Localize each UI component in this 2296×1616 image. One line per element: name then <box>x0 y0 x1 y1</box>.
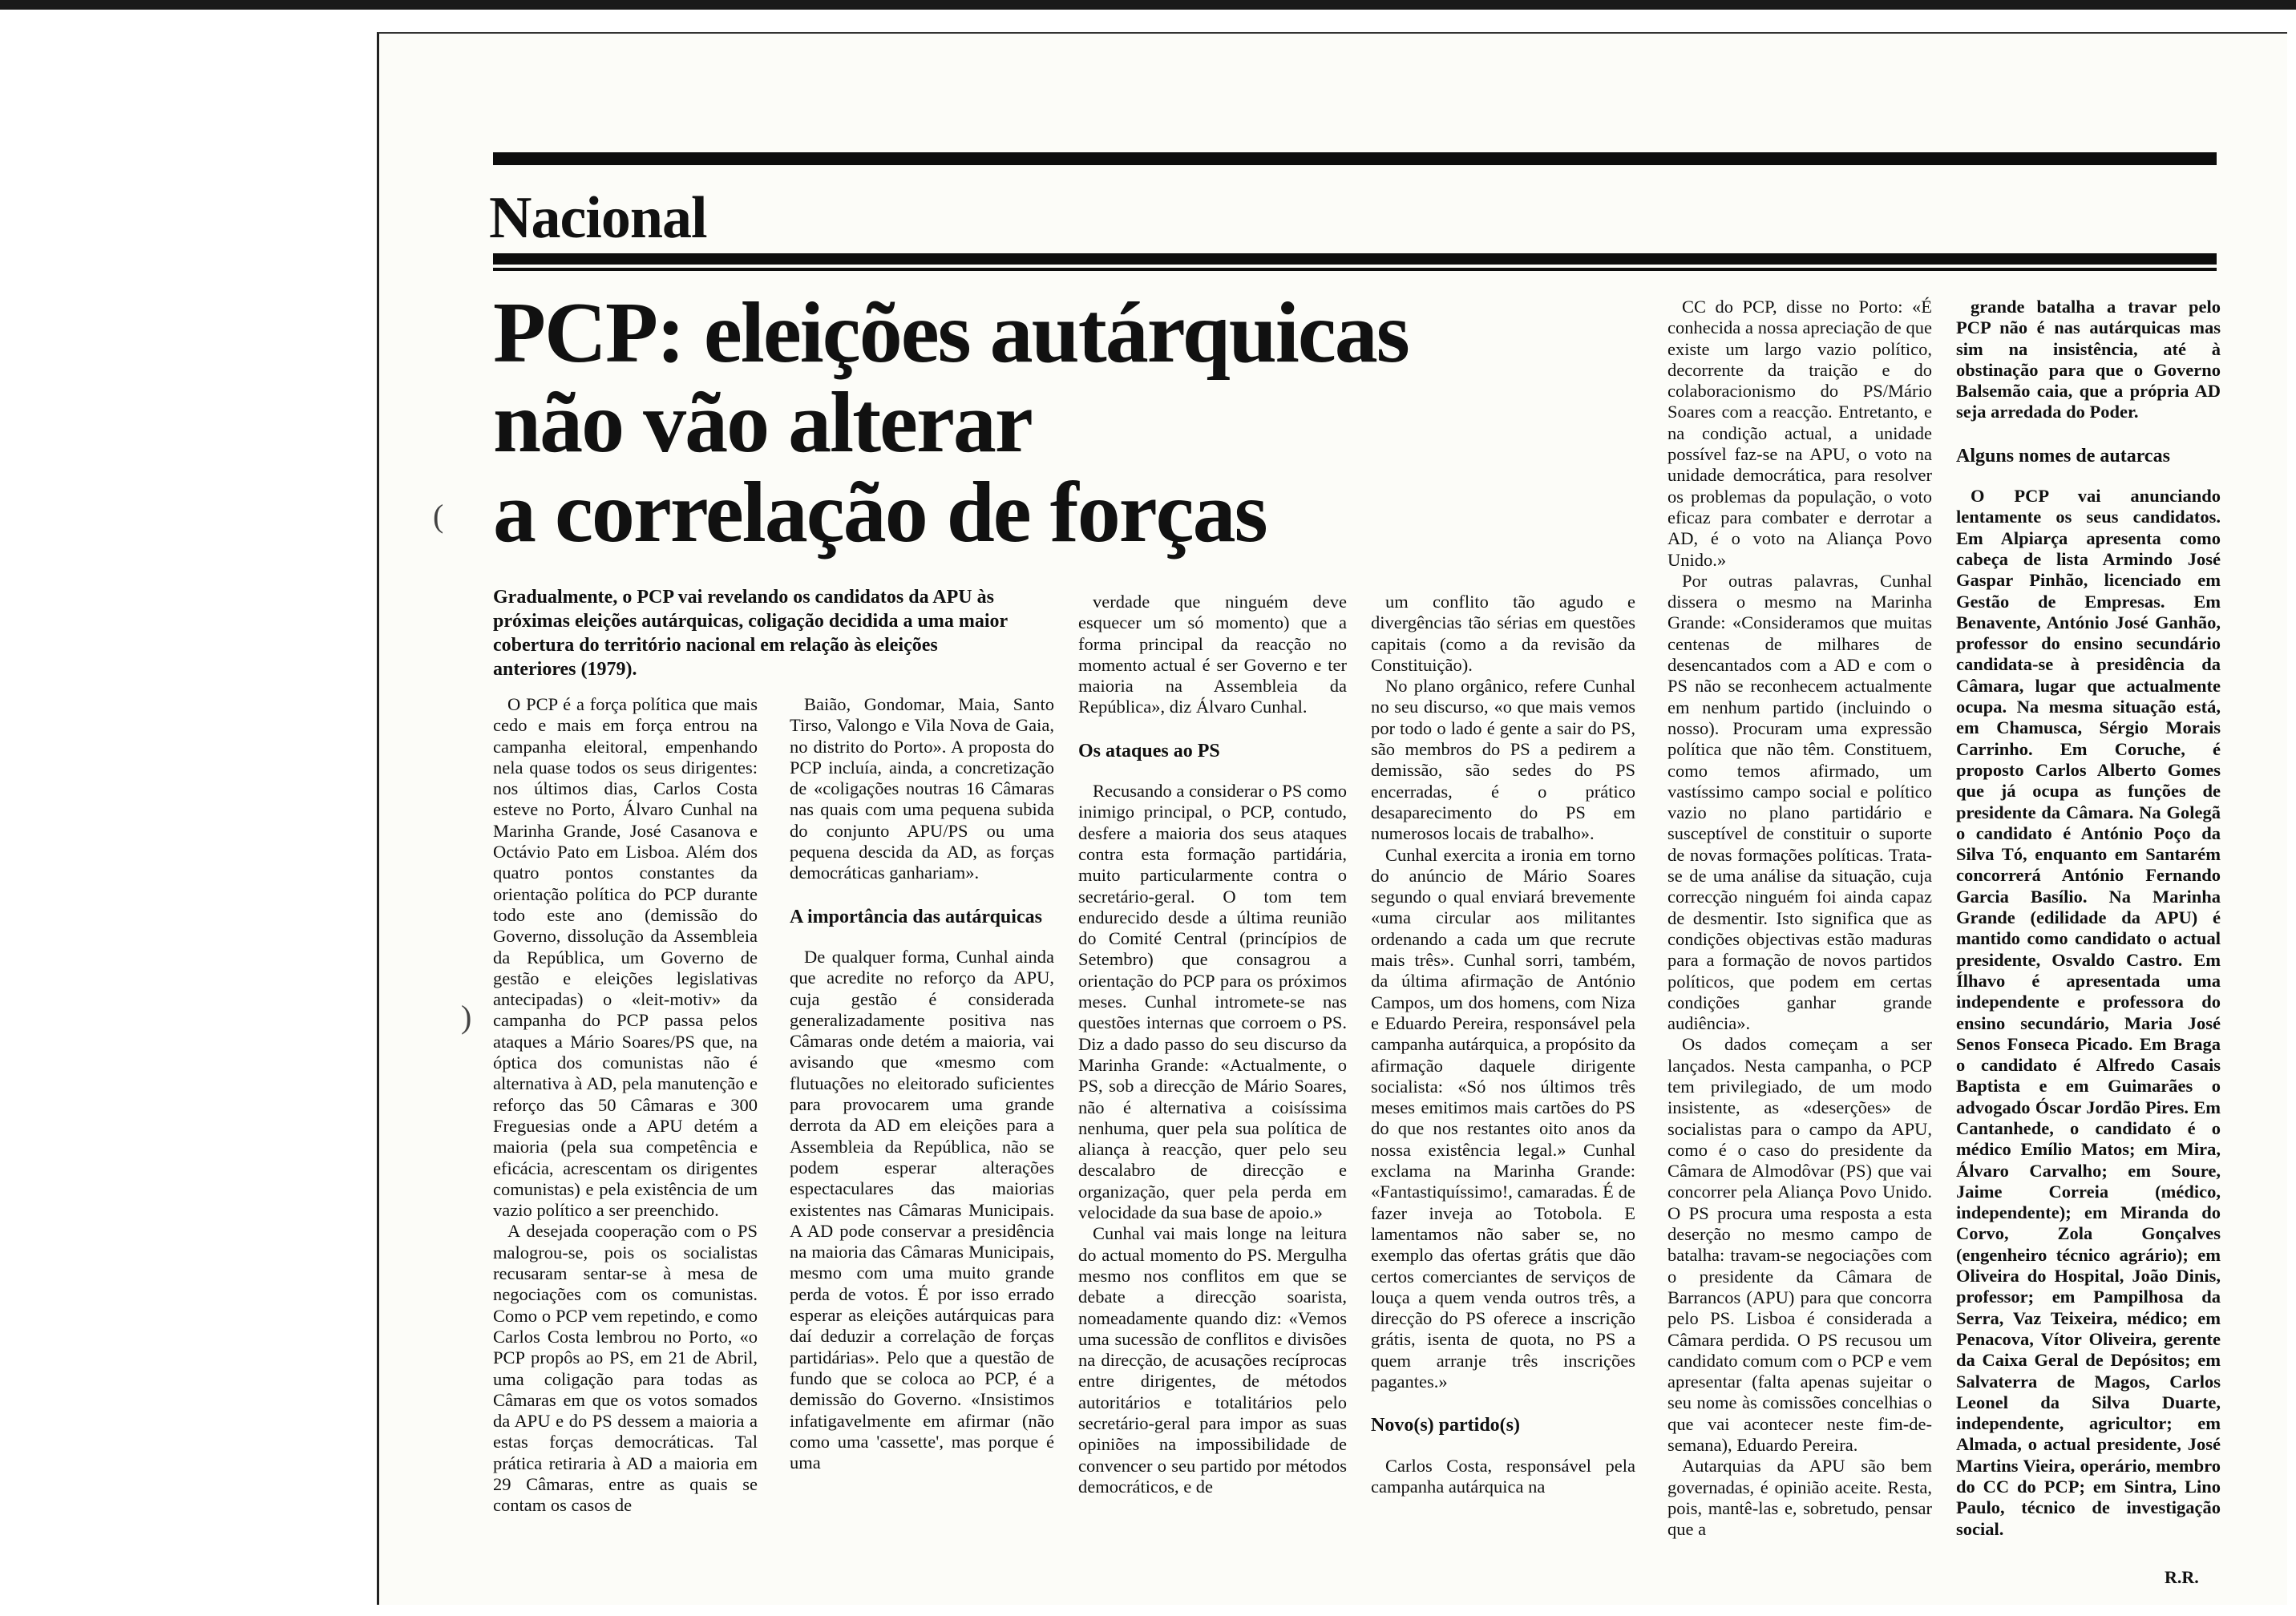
paragraph: Por outras palavras, Cunhal dissera o mesmo na Marinha Grande: «Consideramos que muitas centenas de milhares de desencantados com a AD e com o PS não se reconhecem actualmente em nenhum partido (incluindo o nosso). Procuram uma expressão política que não têm. Constituem, como temos afirmado, um vastíssimo campo social e político vazio no plano partidário e susceptível de constituir o suporte de novas formações políticas. Trata-se de uma análise da situação, cuja correcção ninguém foi ainda capaz de desmentir. Isto significa que as condições objectivas estão maduras para a formação de novos partidos políticos, que podem em certas condições ganhar grande audiência». <box>1667 570 1932 1034</box>
subheading: Novo(s) partido(s) <box>1371 1415 1520 1436</box>
paragraph: Baião, Gondomar, Maia, Santo Tirso, Valongo e Vila Nova de Gaia, no distrito do Porto». A proposta do PCP incluía, ainda, a concretização de «coligações noutras 16 Câmaras nas quais com uma pequena subida do conjunto APU/PS ou uma pequena descida da AD, as forças democráticas ganhariam». <box>790 694 1054 883</box>
subheading: Alguns nomes de autarcas <box>1956 445 2170 467</box>
column-3 <box>1078 592 1347 1497</box>
top-rule <box>493 152 2217 165</box>
section-title: Nacional <box>489 185 707 251</box>
paragraph: Carlos Costa, responsável pela campanha autárquica na <box>1371 1455 1635 1497</box>
column-6 <box>1956 297 2221 1540</box>
lead-paragraph: Gradualmente, o PCP vai revelando os candidatos da APU às próximas eleições autárquicas, coligação decidida a uma maior cobertura do território nacional em relação às eleições anteriores (1979). <box>493 587 1008 680</box>
paragraph: O PCP é a força política que mais cedo e mais em força entrou na campanha eleitoral, empenhando nela quase todos os seus dirigentes: nos últimos dias, Carlos Costa esteve no Porto, Álvaro Cunhal na Marinha Grande, José Casanova e Octávio Pato em Lisboa. Além dos quatro pontos constantes da orientação política do PCP durante todo este ano (demissão do Governo, dissolução da Assembleia da República, um Governo de gestão e eleições legislativas antecipadas) o «leit-motiv» da campanha do PCP passa pelos ataques a Mário Soares/PS que, na óptica dos comunistas não é alternativa à AD, pela manutenção e reforço das 50 Câmaras e 300 Freguesias onde a APU detém a maioria (pela sua competência e eficácia, acrescentam os dirigentes comunistas) e pela existência de um vazio político a ser preenchido. <box>493 694 758 1221</box>
paragraph: um conflito tão agudo e divergências tão sérias em questões capitais (como a da revisão da Constituição). <box>1371 592 1635 675</box>
paragraph: CC do PCP, disse no Porto: «É conhecida a nossa apreciação de que existe um largo vazio político, decorrente da traição e do colaboracionismo do PS/Mário Soares com a reacção. Entretanto, e na condição actual, a unidade possível faz-se na APU, o voto na unidade democrática, para resolver os problemas da população, o voto eficaz para combater e derrotar a AD, é o voto na Aliança Povo Unido.» <box>1667 297 1932 570</box>
headline <box>493 285 1415 560</box>
section-rule <box>493 253 2217 265</box>
paragraph: Autarquias da APU são bem governadas, é opinião aceite. Resta, pois, mantê-las e, sobretudo, pensar que a <box>1667 1456 1932 1540</box>
scan-mark-icon: ( <box>433 498 444 534</box>
column-4 <box>1371 592 1635 1497</box>
paragraph: Cunhal vai mais longe na leitura do actual momento do PS. Mergulha mesmo nos conflitos em que se debate a direcção soarista, nomeadamente quando diz: «Vemos uma sucessão de conflitos e divisões na direcção, de acusações recíprocas entre dirigentes, de métodos autoritários e totalitários pelo secretário-geral para impor as suas opiniões na impossibilidade de convencer o seu partido por métodos democráticos, e de <box>1078 1223 1347 1497</box>
paragraph: Os dados começam a ser lançados. Nesta campanha, o PCP tem privilegiado, de um modo insistente, as «deserções» de socialistas para o campo da APU, como é o caso do presidente da Câmara de Almodôvar (PS) que vai concorrer pela Aliança Povo Unido. O PS procura uma resposta a esta deserção no mesmo campo de batalha: travam-se negociações com o presidente da Câmara de Barrancos (APU) para que concorra pelo PS. Lisboa é considerada a Câmara perdida. O PS recusou um candidato comum com o PCP e vem apresentar (falta apenas sujeitar o seu nome às comissões concelhias o que vai acontecer neste fim-de-semana), Eduardo Pereira. <box>1667 1034 1932 1456</box>
paragraph: grande batalha a travar pelo PCP não é nas autárquicas mas sim na insistência, até à obstinação para que o Governo Balsemão caia, que a própria AD seja arredada do Poder. <box>1956 297 2221 422</box>
paragraph: Recusando a considerar o PS como inimigo principal, o PCP, contudo, desfere a maioria dos seus ataques contra esta formação partidária, muito particularmente contra o secretário-geral. O tom tem endurecido desde a última reunião do Comité Central (princípios de Setembro) que consagrou a orientação do PCP para os próximos meses. Cunhal intromete-se nas questões internas que corroem o PS. Diz a dado passo do seu discurso da Marinha Grande: «Actualmente, o PS, sob a direcção de Mário Soares, não é alternativa a coisíssima nenhuma, quer pela sua política de aliança à reacção, quer pelo seu descalabro de direcção e organização, quer pela perda em velocidade da sua base de apoio.» <box>1078 781 1347 1223</box>
subheading: Os ataques ao PS <box>1078 740 1220 762</box>
author-initials: R.R. <box>2165 1567 2199 1587</box>
column-5 <box>1667 297 1932 1541</box>
headline-line-2: não vão alterar <box>493 375 1032 471</box>
column-1 <box>493 694 758 1517</box>
paragraph: No plano orgânico, refere Cunhal no seu discurso, «o que mais vemos por todo o lado é gente a sair do PS, são membros do PS a pedirem a demissão, são sedes do PS encerradas, é o prático desaparecimento do PS em numerosos locais de trabalho». <box>1371 676 1635 844</box>
section-rule-thin <box>493 268 2217 271</box>
paragraph: A desejada cooperação com o PS malogrou-se, pois os socialistas recusaram sentar-se à mesa de negociações com os comunistas. Como o PCP vem repetindo, e como Carlos Costa lembrou no Porto, «o PCP propôs ao PS, em 21 de Abril, uma coligação para todas as Câmaras em que os votos somados da APU e do PS dessem a maioria a estas forças democráticas. Tal prática retiraria à AD a maioria em 29 Câmaras, entre as quais se contam os casos de <box>493 1221 758 1516</box>
headline-line-3: a correlação de forças <box>493 465 1267 560</box>
scan-mark-icon: ) <box>461 999 472 1035</box>
paragraph: De qualquer forma, Cunhal ainda que acredite no reforço da APU, cuja gestão é considerada generalizadamente positiva nas Câmaras onde detém a maioria, vai avisando que «mesmo com flutuações no eleitorado suficientes para provocarem uma grande derrota da AD em eleições para a Assembleia da República, não se podem esperar alterações espectaculares das maiorias existentes nas Câmaras Municipais. A AD pode conservar a presidência na maioria das Câmaras Municipais, mesmo com uma muito grande perda de votos. É por isso errado esperar as eleições autárquicas para daí deduzir a correlação de forças partidárias». Pelo que a questão de fundo que se coloca ao PCP, é a demissão do Governo. «Insistimos infatigavelmente em afirmar (não como uma 'cassette', mas porque é uma <box>790 946 1054 1473</box>
subheading: A importância das autárquicas <box>790 906 1042 927</box>
paragraph: Cunhal exercita a ironia em torno do anúncio de Mário Soares segundo o qual enviará brevemente «uma circular aos militantes ordenando a cada um que recrute mais três». Cunhal sorri, também, da última afirmação de António Campos, um dos homens, com Niza e Eduardo Pereira, responsável pela campanha autárquica, a propósito da afirmação daquele dirigente socialista: «Só nos últimos três meses emitimos mais cartões do PS do que nos restantes oito anos da nossa existência legal.» Cunhal exclama na Marinha Grande: «Fantastiquíssimo!, camaradas. É de fazer inveja ao Totobola. E lamentamos não saber se, no exemplo das ofertas grátis que dão certos comerciantes de serviços de louça a quem venda outros três, a direcção do PS oferece a inscrição grátis, isenta de quota, no PS a quem arranje três inscrições pagantes.» <box>1371 844 1635 1392</box>
scan-border <box>0 0 2296 10</box>
paragraph: verdade que ninguém deve esquecer um só momento) que a forma principal da reacção no momento actual é ser Governo e ter maioria na Assembleia da República», diz Álvaro Cunhal. <box>1078 592 1347 717</box>
paragraph: O PCP vai anunciando lentamente os seus candidatos. Em Alpiarça apresenta como cabeça de lista Armindo José Gaspar Pinhão, licenciado em Gestão de Empresas. Em Benavente, António José Ganhão, professor do ensino secundário candidata-se à presidência da Câmara, lugar que actualmente ocupa. Na mesma situação está, em Chamusca, Sérgio Morais Carrinho. Em Coruche, é proposto Carlos Alberto Gomes que já ocupa as funções de presidente da Câmara. Na Golegã o candidato é António Poço da Silva Tó, enquanto em Santarém concorrerá António Fernando Garcia Basílio. Na Marinha Grande (edilidade da APU) é mantido como candidato o actual presidente, Osvaldo Castro. Em Ílhavo é apresentada uma independente e professora do ensino secundário, Maria José Senos Fonseca Picado. Em Braga o candidato é Alfredo Casais Baptista e em Guimarães o advogado Óscar Jordão Pires. Em Cantanhede, o candidato é o médico Emílio Matos; em Mira, Álvaro Carvalho; em Soure, Jaime Correia (médico, independente); em Miranda do Corvo, Zola Gonçalves (engenheiro técnico agrário); em Oliveira do Hospital, João Dinis, professor; em Pampilhosa da Serra, Vaz Teixeira, médico; em Penacova, Vítor Oliveira, gerente da Caixa Geral de Depósitos; em Salvaterra de Magos, Carlos Leonel da Silva Duarte, independente, agricultor; em Almada, o actual presidente, José Martins Vieira, operário, membro do CC do PCP; em Sintra, Lino Paulo, técnico de investigação social. <box>1956 486 2221 1539</box>
column-2 <box>790 694 1054 1473</box>
headline-line-1: PCP: eleições autárquicas <box>493 285 1409 381</box>
